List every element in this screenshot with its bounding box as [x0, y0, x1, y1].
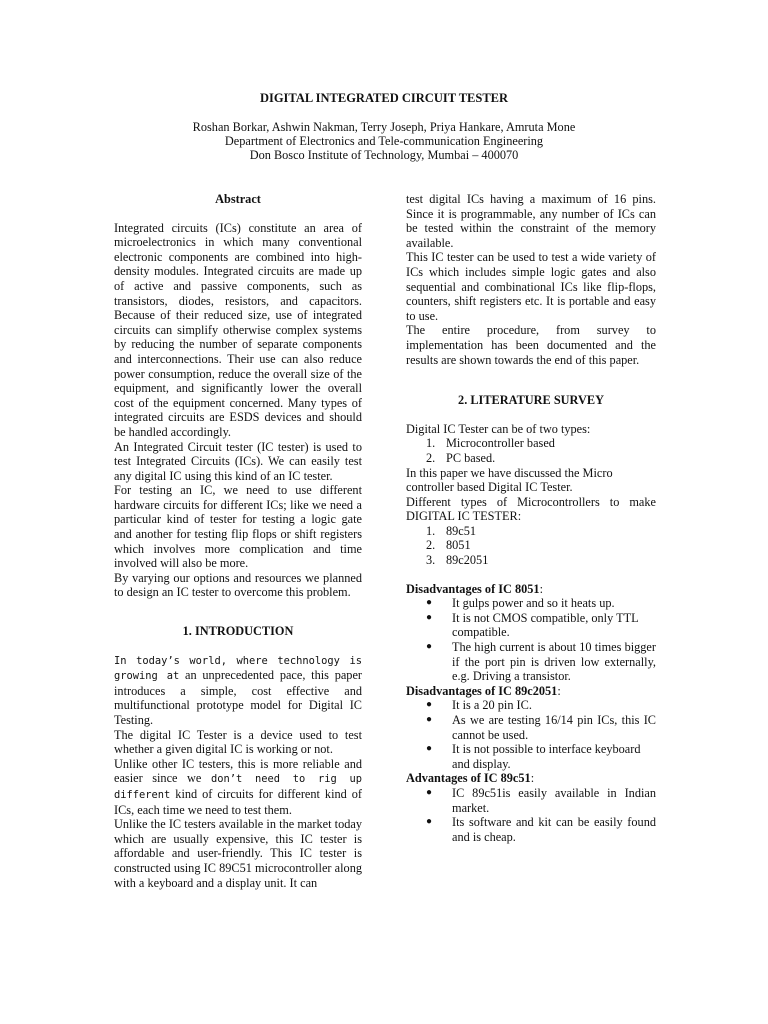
intro-paragraph-1: [114, 653, 362, 728]
left-column: [114, 192, 362, 890]
literature-heading: 2. LITERATURE SURVEY: [458, 393, 604, 408]
intro-paragraph-1-rest: an unprecedented pace, this paper introduces a simple, cost effective and multifunctional prototype model for Digital IC Testing.: [114, 668, 363, 727]
abstract-heading: Abstract: [215, 192, 261, 206]
ic-tester-types-list: [406, 436, 656, 465]
literature-intro: Digital IC Tester can be of two types:: [406, 421, 591, 436]
author-block: [0, 120, 768, 162]
disadvantages-89c2051-list: [406, 698, 656, 771]
intro-paragraph-4-continued: test digital ICs having a maximum of 16 pins. Since it is programmable, any number of ICs can be tested within the constraint of the memory available.: [406, 192, 656, 250]
list-item: 2. 8051: [426, 538, 471, 553]
list-item: 1. Microcontroller based: [426, 436, 555, 451]
list-item: ● Its software and kit can be easily found and is cheap.: [426, 815, 656, 844]
intro-paragraph-3-a: Unlike other IC testers, this is more reliable and easier since we: [114, 756, 362, 786]
list-item: ● It is a 20 pin IC.: [426, 698, 532, 713]
intro-paragraph-3: [114, 757, 362, 817]
abstract-paragraph-1: Integrated circuits (ICs) constitute an area of microelectronics in which many conventional electronic components are combined into high-density modules. Integrated circuits are made up of active and passive components, such as transistors, diodes, resistors, and capacitors. Because of their reduced size, use of integrated circuits can simplify otherwise complex systems by reducing the number of separate components and interconnections. Their use can also reduce power consumption, reduce the overall size of the equipment, and significantly lower the overall cost of the equipment concerned. Many types of integrated circuits are ESDS devices and should be handled accordingly.: [114, 220, 362, 439]
literature-paragraph-3: Different types of Microcontrollers to make DIGITAL IC TESTER:: [406, 494, 656, 524]
literature-paragraph-2: In this paper we have discussed the Micro controller based Digital IC Tester.: [406, 465, 613, 495]
disadvantages-8051-heading: Disadvantages of IC 8051:: [406, 581, 543, 596]
abstract-paragraph-3: For testing an IC, we need to use different hardware circuits for different ICs; like we need a particular kind of tester for testing a logic gate and another for testing flip flops or shift registers which involves more complication and time involved will also be more.: [114, 483, 362, 571]
advantages-89c51-heading: Advantages of IC 89c51:: [406, 771, 535, 786]
intro-paragraph-3-c: kind of circuits for different kind of ICs, each time we need to test them.: [114, 786, 363, 817]
list-item: 1. 89c51: [426, 523, 477, 538]
intro-paragraph-3-b: don’t need to rig up different: [114, 773, 362, 801]
intro-paragraph-5: This IC tester can be used to test a wide variety of ICs which includes simple logic gates and also sequential and combinational ICs like flip-flops, counters, shift registers etc. It is portable and easy to use.: [406, 250, 656, 323]
introduction-heading: 1. INTRODUCTION: [182, 624, 294, 639]
list-item: ● IC 89c51is easily available in Indian market.: [426, 785, 656, 815]
list-item: ● As we are testing 16/14 pin ICs, this IC cannot be used.: [426, 713, 656, 742]
author-institute: Don Bosco Institute of Technology, Mumbai – 400070: [249, 148, 519, 162]
list-item: ● It is not possible to interface keyboard and display.: [426, 742, 641, 771]
abstract-paragraph-4: By varying our options and resources we planned to design an IC tester to overcome this problem.: [114, 570, 362, 600]
advantages-89c51-list: [406, 786, 656, 844]
author-names: Roshan Borkar, Ashwin Nakman, Terry Joseph, Priya Hankare, Amruta Mone: [192, 120, 576, 134]
list-item: ● The high current is about 10 times bigger if the port pin is driven low externally, e.g. Driving a transistor.: [426, 640, 656, 684]
microcontroller-list: [406, 524, 656, 568]
abstract-paragraph-2: An Integrated Circuit tester (IC tester) is used to test Integrated Circuits (ICs). We can easily test any digital IC using this kind of an IC tester.: [114, 439, 362, 483]
list-item: ● It is not CMOS compatible, only TTL compatible.: [426, 610, 639, 640]
author-department: Department of Electronics and Tele-communication Engineering: [224, 134, 544, 148]
list-item: ● It gulps power and so it heats up.: [426, 596, 615, 611]
list-item: 2. PC based.: [426, 450, 496, 465]
paper-title: DIGITAL INTEGRATED CIRCUIT TESTER: [259, 91, 509, 105]
intro-paragraph-4: Unlike the IC testers available in the market today which are usually expensive, this IC tester is affordable and user-friendly. This IC tester is constructed using IC 89C51 microcontroller along with a keyboard and a display unit. It can: [114, 817, 362, 890]
intro-paragraph-1-lead: In today’s world, where technology is growing at: [114, 654, 362, 683]
disadvantages-8051-list: [406, 596, 656, 684]
right-column: [406, 192, 656, 844]
disadvantages-89c2051-heading: Disadvantages of IC 89c2051:: [406, 683, 561, 698]
list-item: 3. 89c2051: [426, 553, 489, 568]
intro-paragraph-6: The entire procedure, from survey to implementation has been documented and the results are shown towards the end of this paper.: [406, 323, 656, 367]
intro-paragraph-2: The digital IC Tester is a device used to test whether a given digital IC is working or not.: [114, 727, 362, 757]
